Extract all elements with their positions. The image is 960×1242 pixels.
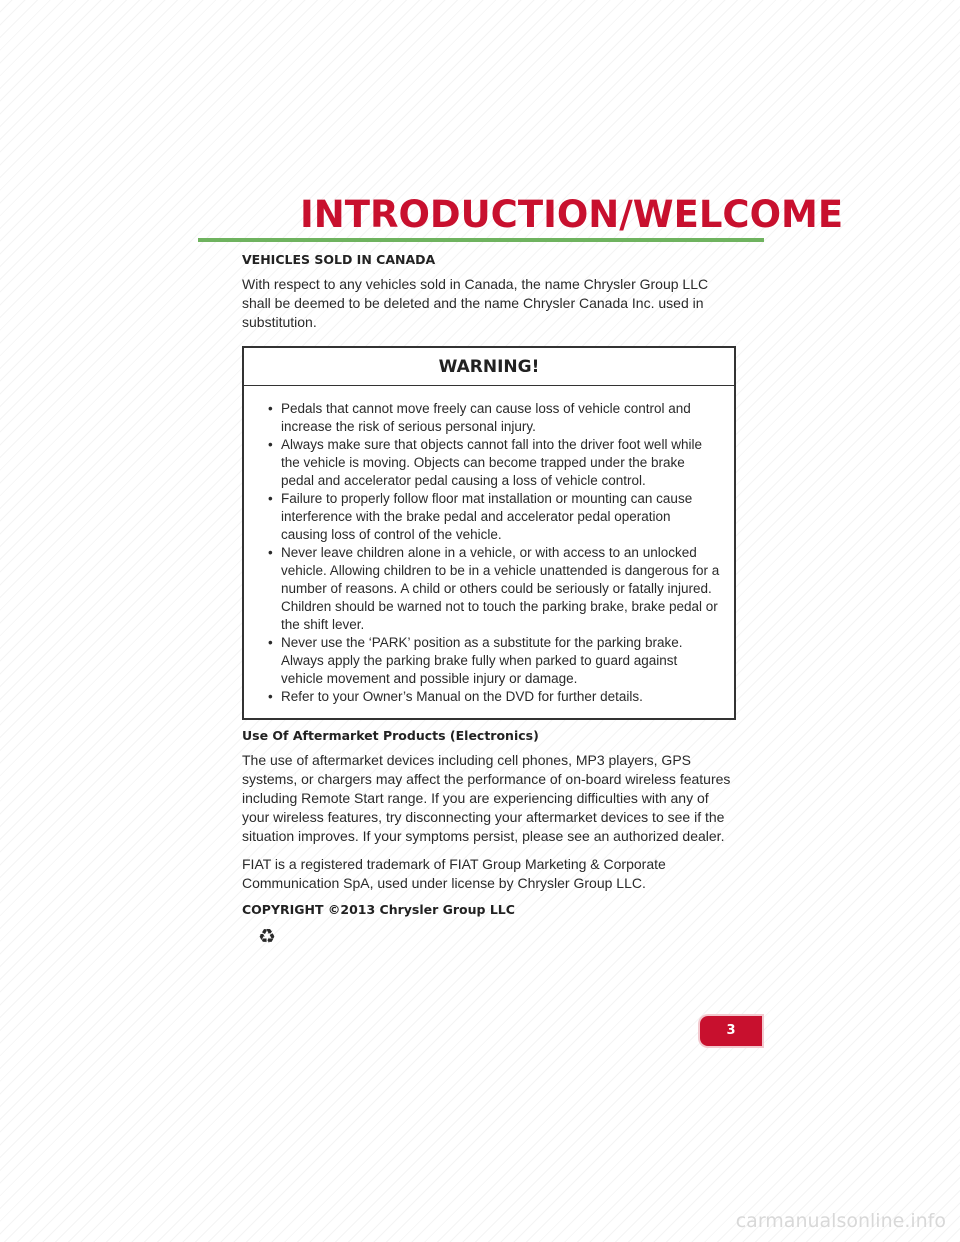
page-number-tab: 3: [700, 1016, 762, 1046]
warning-item: • Never use the ‘PARK’ position as a substitute for the parking brake. Always apply the parking brake fully when parked to guard against vehicle movement and possible injury or damage.: [268, 634, 720, 688]
header-rule: [198, 238, 764, 242]
warning-list: [244, 386, 734, 718]
section-heading-canada: VEHICLES SOLD IN CANADA: [242, 252, 436, 267]
page-title: INTRODUCTION/WELCOME: [300, 193, 844, 236]
warning-title: WARNING!: [244, 348, 734, 386]
aftermarket-paragraph: The use of aftermarket devices including cell phones, MP3 players, GPS systems, or chargers may affect the performance of on-board wireless features including Remote Start range. If you are experiencing difficulties with any of your wireless features, try disconnecting your aftermarket devices to see if the situation improves. If your symptoms persist, please see an authorized dealer.: [242, 752, 731, 844]
canada-paragraph: With respect to any vehicles sold in Canada, the name Chrysler Group LLC shall be deemed to be deleted and the name Chrysler Canada Inc. used in substitution.: [242, 276, 709, 330]
watermark: carmanualsonline.info: [735, 1210, 946, 1232]
copyright-notice: COPYRIGHT ©2013 Chrysler Group LLC: [242, 902, 515, 917]
warning-box: [242, 346, 736, 720]
warning-item: • Refer to your Owner’s Manual on the DVD for further details.: [268, 688, 720, 706]
warning-item: • Failure to properly follow floor mat installation or mounting can cause interference with the brake pedal and accelerator pedal operation causing loss of control of the vehicle.: [268, 490, 720, 544]
section-heading-aftermarket: Use Of Aftermarket Products (Electronics): [242, 728, 539, 743]
trademark-paragraph: FIAT is a registered trademark of FIAT Group Marketing & Corporate Communication SpA, used under license by Chrysler Group LLC.: [242, 856, 666, 891]
main-content: [242, 252, 736, 947]
recycle-icon: ♻: [258, 924, 276, 948]
warning-item: • Always make sure that objects cannot fall into the driver foot well while the vehicle is moving. Objects can become trapped under the brake pedal and accelerator pedal causing a loss of vehicle control.: [268, 436, 720, 490]
warning-item: • Never leave children alone in a vehicle, or with access to an unlocked vehicle. Allowing children to be in a vehicle unattended is dangerous for a number of reasons. A child or others could be seriously or fatally injured. Children should be warned not to touch the parking brake, brake pedal or the shift lever.: [268, 544, 720, 634]
warning-item: • Pedals that cannot move freely can cause loss of vehicle control and increase the risk of serious personal injury.: [268, 400, 720, 436]
